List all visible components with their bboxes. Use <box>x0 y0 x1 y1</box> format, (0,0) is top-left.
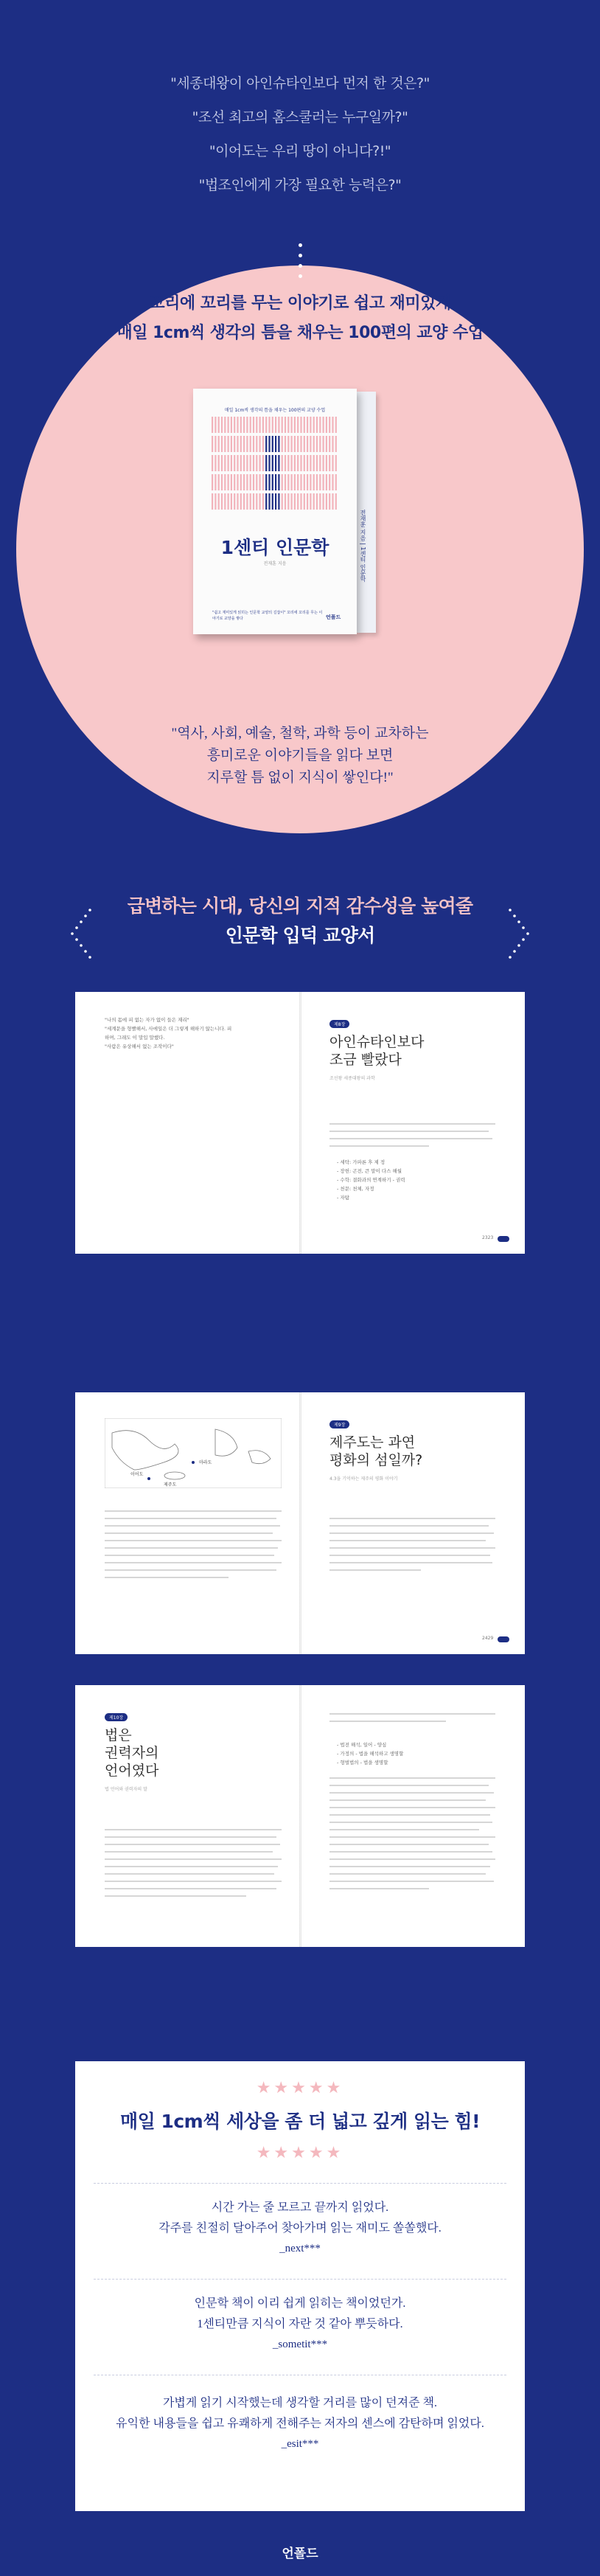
cover-pattern-bar <box>332 474 333 490</box>
cover-pattern-bar <box>307 493 308 510</box>
cover-pattern-bar <box>224 474 226 490</box>
cover-pattern-bar <box>335 474 337 490</box>
section-title-line2: 인문학 입덕 교양서 <box>225 925 375 946</box>
intro-questions <box>0 66 600 202</box>
note-line: "사람은 유상해서 없는 조작이다" <box>105 1044 174 1049</box>
cover-pattern-bar <box>253 474 254 490</box>
cover-pattern-bar <box>285 474 286 490</box>
cover-pattern-bar <box>250 417 251 433</box>
cover-pattern-bar <box>243 417 245 433</box>
list-item: - 자탐 <box>337 1195 349 1201</box>
cover-pattern-bar <box>313 455 315 471</box>
cover-pattern-bar <box>250 455 251 471</box>
cover-pattern-bar <box>212 493 213 510</box>
cover-pattern-bar <box>310 474 311 490</box>
cover-pattern-bar <box>313 436 315 452</box>
cover-pattern-bar <box>246 455 248 471</box>
intro-question: "이어도는 우리 땅이 아니다?!" <box>209 143 391 159</box>
cover-pattern-bar <box>304 474 305 490</box>
cover-pattern-bar <box>231 436 232 452</box>
dot <box>299 264 302 268</box>
cover-pattern-bar <box>231 455 232 471</box>
cover-pattern-bar <box>212 455 213 471</box>
quote-line: "역사, 사회, 예술, 철학, 과학 등이 교차하는 <box>171 726 429 741</box>
cover-pattern-bar <box>329 417 330 433</box>
book-publisher: 언폴드 <box>326 614 341 620</box>
book-spine <box>357 392 376 633</box>
cover-pattern-bar <box>214 455 216 471</box>
dot <box>299 274 302 278</box>
intro-question: "법조인에게 가장 필요한 능력은?" <box>198 177 402 193</box>
cover-pattern-bar <box>265 436 267 452</box>
cover-pattern-bar <box>256 417 257 433</box>
chapter-badge: 제10장 <box>105 1713 128 1721</box>
cover-pattern-bar <box>253 417 254 433</box>
cover-pattern-bar <box>250 474 251 490</box>
cover-pattern-bar <box>240 474 242 490</box>
body-text-block <box>329 1713 495 1728</box>
cover-pattern-bar <box>323 455 324 471</box>
cover-pattern-bar <box>259 474 261 490</box>
review-headline: 매일 1cm씩 세상을 좀 더 넓고 깊게 읽는 힘! <box>119 2111 481 2132</box>
cover-pattern-bar <box>243 474 245 490</box>
book-tagline: 매일 1cm씩 생각의 틈을 채우는 100편의 교양 수업 <box>224 408 326 413</box>
cover-pattern-bar <box>265 474 267 490</box>
cover-pattern-bar <box>319 493 321 510</box>
cover-pattern-bar <box>316 493 318 510</box>
chapter-title-line: 언어였다 <box>105 1763 159 1779</box>
cover-pattern-bar <box>259 493 261 510</box>
cover-pattern-bar <box>218 436 220 452</box>
page-number: 2323 <box>482 1235 494 1240</box>
cover-pattern-bar <box>262 474 264 490</box>
cover-pattern-bar <box>300 493 301 510</box>
list-item: - 법전 해석, 일어 - 양심 <box>337 1742 387 1748</box>
cover-pattern-bar <box>221 455 223 471</box>
cover-pattern-bar <box>275 417 276 433</box>
circle-quote <box>0 723 600 789</box>
book-spine-text: 전재훈 지음 | 1센티 인문학 <box>360 510 366 582</box>
cover-pattern-bar <box>221 417 223 433</box>
cover-pattern-bar <box>259 417 261 433</box>
cover-pattern-bar <box>278 417 279 433</box>
cover-pattern-bar <box>319 455 321 471</box>
cover-pattern-bar <box>214 474 216 490</box>
note-line: 하며, 그래도 이 말입 말했다. <box>105 1035 165 1041</box>
cover-pattern-bar <box>253 436 254 452</box>
cover-pattern-bar <box>300 474 301 490</box>
body-text-block <box>329 1123 495 1153</box>
cover-pattern-bar <box>323 474 324 490</box>
review-text: 유익한 내용들을 쉽고 유쾌하게 전해주는 저자의 센스에 감탄하며 읽었다. <box>116 2417 484 2430</box>
spread-gutter <box>299 1392 301 1654</box>
cover-pattern-bar <box>228 455 229 471</box>
cover-pattern-bar <box>256 474 257 490</box>
cover-pattern-bar <box>237 474 238 490</box>
cover-pattern-bar <box>287 474 289 490</box>
list-item: - 형벌법의 - 법을 생명할 <box>337 1760 388 1766</box>
map-label: 마라도 <box>199 1460 212 1465</box>
cover-pattern-bar <box>243 455 245 471</box>
book-spread <box>75 1685 525 1947</box>
cover-pattern-bar <box>268 436 270 452</box>
cover-pattern-bar <box>329 493 330 510</box>
cover-pattern-bar <box>246 474 248 490</box>
rating-stars-icon: ★★★★★ <box>256 2079 344 2097</box>
cover-pattern-bar <box>228 493 229 510</box>
cover-pattern-bar <box>268 493 270 510</box>
cover-pattern-bar <box>221 436 223 452</box>
cover-pattern-bar <box>221 493 223 510</box>
cover-pattern-bar <box>313 493 315 510</box>
publisher-logo: 언폴드 <box>282 2547 318 2561</box>
body-text-block <box>329 1777 495 1895</box>
divider <box>94 2183 506 2184</box>
book-quote: "쉽고 재미있게 읽히는 인문학 교양의 길잡이" 꼬리에 꼬리를 무는 이야기로 교양을 쌓다 <box>212 611 323 621</box>
cover-pattern-bar <box>326 493 327 510</box>
chapter-title-line: 조금 빨랐다 <box>329 1052 402 1068</box>
headline-line: 매일 1cm씩 생각의 틈을 채우는 100편의 교양 수업 <box>116 324 484 342</box>
cover-pattern-bar <box>313 474 315 490</box>
cover-pattern-bar <box>218 455 220 471</box>
cover-pattern-bar <box>291 455 293 471</box>
review-author: _esit*** <box>281 2438 319 2450</box>
cover-pattern-bar <box>243 436 245 452</box>
cover-pattern-bar <box>231 417 232 433</box>
cover-pattern-bar <box>259 436 261 452</box>
headline-line: 꼬리에 꼬리를 무는 이야기로 쉽고 재미있게 <box>149 294 451 313</box>
body-text-block <box>329 1518 495 1577</box>
cover-pattern-bar <box>278 474 279 490</box>
body-text-block <box>105 1829 282 1903</box>
cover-pattern-bar <box>287 493 289 510</box>
cover-pattern-bar <box>329 474 330 490</box>
cover-pattern-bar <box>287 455 289 471</box>
chapter-title-line: 평화의 섬일까? <box>329 1452 423 1468</box>
intro-question: "세종대왕이 아인슈타인보다 먼저 한 것은?" <box>170 75 430 91</box>
cover-pattern-bar <box>268 474 270 490</box>
cover-pattern-bar <box>326 417 327 433</box>
cover-pattern-bar <box>291 493 293 510</box>
cover-pattern-bar <box>268 417 270 433</box>
cover-pattern-bar <box>253 455 254 471</box>
cover-pattern-bar <box>297 474 299 490</box>
cover-pattern-bar <box>319 474 321 490</box>
section-title <box>0 892 600 951</box>
cover-pattern-bar <box>316 455 318 471</box>
review-card <box>75 2061 525 2511</box>
cover-pattern-bar <box>272 436 273 452</box>
spread-gutter <box>299 1685 301 1947</box>
cover-pattern-bar <box>214 436 216 452</box>
review-text: 인문학 책이 이리 쉽게 읽히는 책이었던가. <box>194 2297 406 2310</box>
cover-pattern-bar <box>256 493 257 510</box>
spread-left-note <box>105 1016 282 1051</box>
chapter-title-line: 법은 <box>105 1727 132 1743</box>
map-illustration <box>105 1418 282 1488</box>
cover-pattern-bar <box>278 436 279 452</box>
cover-pattern-bar <box>231 493 232 510</box>
cover-pattern-bar <box>329 455 330 471</box>
cover-pattern-bar <box>265 417 267 433</box>
cover-pattern-bar <box>323 436 324 452</box>
cover-pattern-bar <box>282 474 283 490</box>
cover-pattern-bar <box>326 474 327 490</box>
book-cover <box>193 389 357 634</box>
cover-pattern-bar <box>329 436 330 452</box>
cover-pattern-bar <box>319 436 321 452</box>
cover-pattern-bar <box>256 455 257 471</box>
cover-pattern-bar <box>323 417 324 433</box>
cover-pattern-bar <box>224 455 226 471</box>
cover-pattern-bar <box>285 417 286 433</box>
body-text-block <box>105 1510 282 1584</box>
cover-pattern-bar <box>218 474 220 490</box>
cover-pattern-bar <box>275 474 276 490</box>
book-cover-pattern <box>212 417 338 513</box>
cover-pattern-bar <box>304 436 305 452</box>
chapter-title <box>329 1434 422 1469</box>
cover-pattern-bar <box>278 493 279 510</box>
cover-pattern-bar <box>234 493 235 510</box>
vertical-dots-divider <box>296 243 304 285</box>
cover-pattern-bar <box>214 493 216 510</box>
cover-pattern-bar <box>285 436 286 452</box>
review-item <box>75 2198 525 2258</box>
cover-pattern-bar <box>237 436 238 452</box>
cover-pattern-bar <box>285 455 286 471</box>
review-text: 가볍게 읽기 시작했는데 생각할 거리를 많이 던져준 책. <box>162 2397 438 2409</box>
cover-pattern-bar <box>310 493 311 510</box>
chapter-title-line: 제주도는 과연 <box>329 1434 416 1451</box>
cover-pattern-bar <box>326 436 327 452</box>
chapter-title <box>105 1726 158 1780</box>
chapter-subtitle: 4.3을 기억하는 제주의 평화 이야기 <box>329 1476 398 1482</box>
map-label: 이어도 <box>130 1472 144 1477</box>
list-item: - 수학: 결화과의 연계하기 - 권력 <box>337 1177 405 1183</box>
chapter-title <box>329 1033 424 1069</box>
cover-pattern-bar <box>332 436 333 452</box>
review-text: 각주를 친절히 달아주어 찾아가며 읽는 재미도 쏠쏠했다. <box>158 2222 442 2235</box>
spread-gutter <box>299 992 301 1254</box>
cover-pattern-bar <box>234 474 235 490</box>
cover-pattern-bar <box>278 455 279 471</box>
cover-pattern-bar <box>326 455 327 471</box>
cover-pattern-bar <box>294 417 296 433</box>
cover-pattern-bar <box>307 417 308 433</box>
review-item <box>75 2393 525 2454</box>
cover-pattern-bar <box>234 417 235 433</box>
cover-pattern-bar <box>214 417 216 433</box>
cover-pattern-bar <box>319 417 321 433</box>
cover-pattern-bar <box>316 417 318 433</box>
cover-pattern-bar <box>212 417 213 433</box>
cover-pattern-bar <box>212 436 213 452</box>
cover-pattern-bar <box>313 417 315 433</box>
cover-pattern-bar <box>240 455 242 471</box>
chapter-list <box>337 1158 499 1202</box>
list-item: - 천문: 천체, 자정 <box>337 1186 374 1192</box>
review-item <box>75 2294 525 2354</box>
chapter-badge: 제9장 <box>329 1420 349 1428</box>
dot <box>299 254 302 257</box>
cover-pattern-bar <box>262 417 264 433</box>
cover-pattern-bar <box>250 436 251 452</box>
cover-pattern-bar <box>282 455 283 471</box>
review-author: _sometit*** <box>272 2339 328 2350</box>
cover-pattern-bar <box>240 417 242 433</box>
chapter-subtitle: 조선왕 세종대왕의 과학 <box>329 1076 375 1081</box>
cover-pattern-bar <box>332 455 333 471</box>
quote-line: 흥미로운 이야기들을 읽다 보면 <box>206 748 394 763</box>
cover-pattern-bar <box>275 493 276 510</box>
cover-pattern-bar <box>234 455 235 471</box>
cover-pattern-bar <box>228 474 229 490</box>
cover-pattern-bar <box>224 493 226 510</box>
book-author: 전재훈 지음 <box>263 561 287 566</box>
cover-pattern-bar <box>218 417 220 433</box>
cover-pattern-bar <box>335 436 337 452</box>
page-number-mark <box>498 1636 509 1642</box>
cover-pattern-bar <box>246 493 248 510</box>
review-text: 시간 가는 줄 모르고 끝까지 읽었다. <box>211 2201 389 2214</box>
cover-pattern-bar <box>291 474 293 490</box>
cover-pattern-bar <box>307 474 308 490</box>
cover-pattern-bar <box>224 436 226 452</box>
cover-pattern-bar <box>265 493 267 510</box>
cover-pattern-bar <box>307 455 308 471</box>
cover-pattern-bar <box>297 455 299 471</box>
chapter-list <box>337 1740 499 1767</box>
chapter-title-line: 아인슈타인보다 <box>329 1034 425 1050</box>
chapter-subtitle: 법 언어와 권력자의 말 <box>105 1787 147 1792</box>
cover-pattern-bar <box>282 436 283 452</box>
cover-pattern-bar <box>218 493 220 510</box>
rating-stars-icon: ★★★★★ <box>256 2144 344 2162</box>
cover-pattern-bar <box>256 436 257 452</box>
list-item: - 가정의 - 법을 해석하고 생명할 <box>337 1751 404 1757</box>
cover-pattern-bar <box>282 493 283 510</box>
cover-pattern-bar <box>310 455 311 471</box>
cover-pattern-bar <box>240 436 242 452</box>
cover-pattern-bar <box>272 474 273 490</box>
cover-pattern-bar <box>237 417 238 433</box>
cover-pattern-bar <box>259 455 261 471</box>
cover-pattern-bar <box>310 417 311 433</box>
cover-pattern-bar <box>246 417 248 433</box>
cover-pattern-bar <box>275 455 276 471</box>
cover-pattern-bar <box>282 417 283 433</box>
dot <box>299 243 302 247</box>
cover-pattern-bar <box>262 436 264 452</box>
review-author: _next*** <box>279 2243 321 2254</box>
cover-pattern-bar <box>297 436 299 452</box>
divider <box>94 2279 506 2280</box>
cover-pattern-bar <box>253 493 254 510</box>
intro-question: "조선 최고의 홈스쿨러는 누구일까?" <box>192 109 408 125</box>
cover-pattern-bar <box>234 436 235 452</box>
book-spread <box>75 992 525 1254</box>
quote-line: 지루할 틈 없이 지식이 쌓인다!" <box>206 770 394 785</box>
cover-pattern-bar <box>294 493 296 510</box>
cover-pattern-bar <box>310 436 311 452</box>
cover-pattern-bar <box>316 436 318 452</box>
cover-pattern-bar <box>300 455 301 471</box>
cover-pattern-bar <box>246 436 248 452</box>
cover-pattern-bar <box>212 474 213 490</box>
list-item: - 장헌: 곤전, 큰 말이 다스 해월 <box>337 1168 402 1174</box>
chapter-badge: 제8장 <box>329 1020 349 1028</box>
cover-pattern-bar <box>304 455 305 471</box>
cover-pattern-bar <box>294 474 296 490</box>
cover-pattern-bar <box>335 455 337 471</box>
cover-pattern-bar <box>262 493 264 510</box>
cover-pattern-bar <box>294 455 296 471</box>
cover-pattern-bar <box>297 417 299 433</box>
cover-pattern-bar <box>250 493 251 510</box>
cover-pattern-bar <box>291 417 293 433</box>
cover-pattern-bar <box>272 455 273 471</box>
cover-pattern-bar <box>240 493 242 510</box>
cover-pattern-bar <box>287 417 289 433</box>
book-spread <box>75 1392 525 1654</box>
cover-pattern-bar <box>272 493 273 510</box>
cover-pattern-bar <box>332 417 333 433</box>
cover-pattern-bar <box>307 436 308 452</box>
cover-pattern-bar <box>285 493 286 510</box>
cover-pattern-bar <box>294 436 296 452</box>
cover-pattern-bar <box>237 493 238 510</box>
book-title: 1센티 인문학 <box>220 537 329 558</box>
cover-pattern-bar <box>243 493 245 510</box>
cover-pattern-bar <box>287 436 289 452</box>
cover-pattern-bar <box>262 455 264 471</box>
cover-pattern-bar <box>265 455 267 471</box>
section-title-line1: 급변하는 시대, 당신의 지적 감수성을 높여줄 <box>127 895 473 917</box>
cover-pattern-bar <box>221 474 223 490</box>
cover-pattern-bar <box>316 474 318 490</box>
cover-pattern-bar <box>332 493 333 510</box>
cover-pattern-bar <box>304 417 305 433</box>
cover-pattern-bar <box>291 436 293 452</box>
circle-headline <box>0 289 600 348</box>
cover-pattern-bar <box>228 436 229 452</box>
cover-pattern-bar <box>335 417 337 433</box>
page-number-mark <box>498 1236 509 1242</box>
cover-pattern-bar <box>231 474 232 490</box>
cover-pattern-bar <box>335 493 337 510</box>
cover-pattern-bar <box>304 493 305 510</box>
note-line: "나의 몸에 피 없는 자가 없이 들은 재리" <box>105 1017 189 1023</box>
cover-pattern-bar <box>228 417 229 433</box>
cover-pattern-bar <box>300 436 301 452</box>
note-line: "세계문을 형빨해서, 사에일은 더 그렇게 해하기 않는니다. 피 <box>105 1026 232 1032</box>
list-item: - 세탁: 가파론 후 제 정 <box>337 1159 386 1165</box>
cover-pattern-bar <box>224 417 226 433</box>
cover-pattern-bar <box>300 417 301 433</box>
page-number: 2429 <box>482 1636 494 1641</box>
cover-pattern-bar <box>272 417 273 433</box>
cover-pattern-bar <box>323 493 324 510</box>
cover-pattern-bar <box>297 493 299 510</box>
map-label: 제주도 <box>164 1482 177 1487</box>
review-text: 1센티만큼 지식이 자란 것 같아 뿌듯하다. <box>197 2318 403 2330</box>
cover-pattern-bar <box>237 455 238 471</box>
cover-pattern-bar <box>275 436 276 452</box>
cover-pattern-bar <box>268 455 270 471</box>
chapter-title-line: 권력자의 <box>105 1745 159 1761</box>
